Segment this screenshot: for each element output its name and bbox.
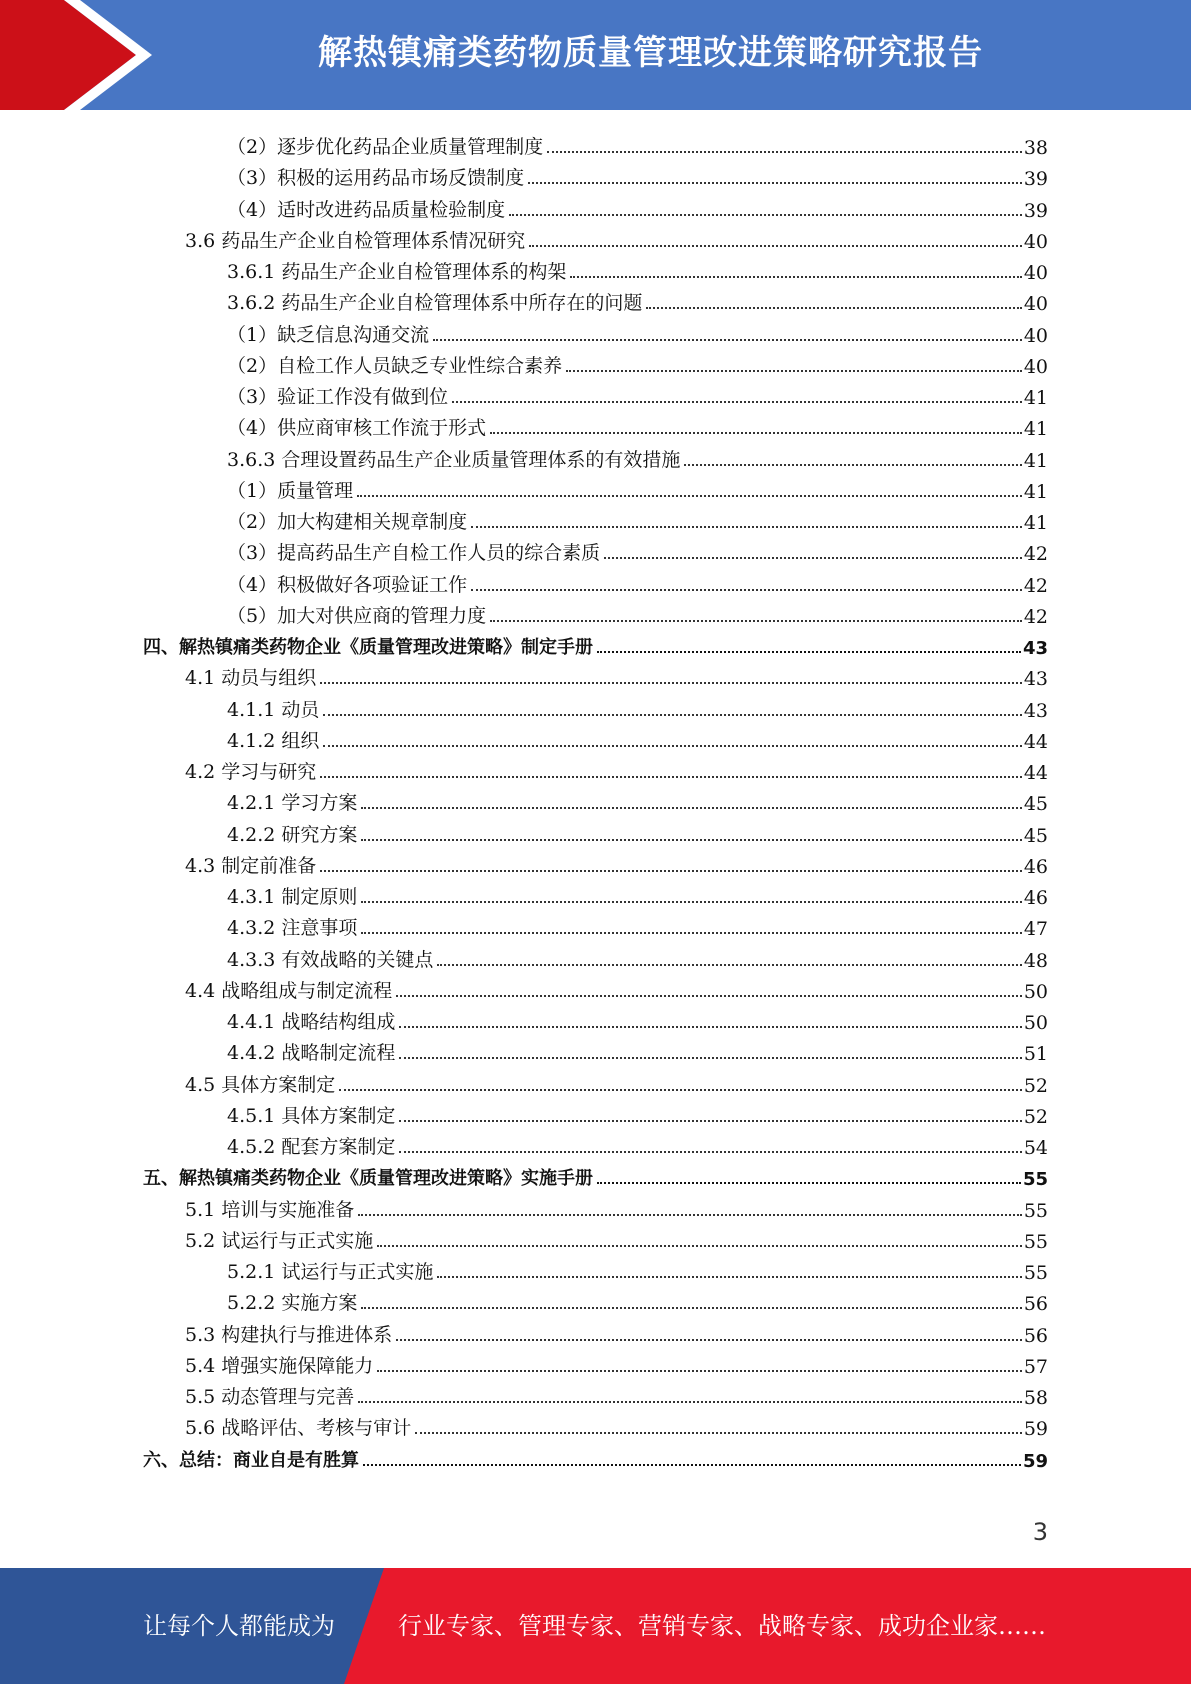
- toc-entry-label: 5.6 战略评估、考核与审计: [185, 1417, 412, 1440]
- toc-entry-label: 4.5 具体方案制定: [185, 1073, 336, 1096]
- toc-entry-page: 57: [1023, 1355, 1048, 1378]
- toc-leader-dots: [361, 932, 1021, 934]
- toc-leader-dots: [684, 464, 1021, 466]
- document-title: 解热镇痛类药物质量管理改进策略研究报告: [318, 33, 983, 73]
- toc-entry-label: 3.6.3 合理设置药品生产企业质量管理体系的有效措施: [227, 448, 681, 471]
- toc-entry-label: （3）验证工作没有做到位: [227, 386, 449, 408]
- toc-entry-label: （3）提高药品生产自检工作人员的综合素质: [227, 542, 601, 565]
- toc-entry-page: 38: [1023, 137, 1048, 159]
- toc-entry[interactable]: [227, 597, 1048, 628]
- toc-entry-label: 4.1.2 组织: [227, 729, 320, 752]
- toc-entry[interactable]: [227, 472, 1048, 503]
- toc-leader-dots: [399, 1120, 1021, 1122]
- toc-entry-label: 4.1 动员与组织: [185, 667, 317, 690]
- toc-leader-dots: [377, 1370, 1022, 1372]
- toc-entry[interactable]: [227, 503, 1048, 534]
- toc-entry-page: 45: [1023, 824, 1048, 847]
- toc-leader-dots: [490, 432, 1022, 434]
- toc-entry[interactable]: [227, 128, 1048, 159]
- toc-entry-label: 4.5.2 配套方案制定: [227, 1136, 396, 1158]
- toc-entry-page: 56: [1023, 1293, 1048, 1316]
- toc-entry-page: 50: [1023, 980, 1048, 1003]
- toc-entry[interactable]: [185, 1347, 1048, 1378]
- footer-slogan-left: 让每个人都能成为: [143, 1612, 335, 1640]
- toc-entry[interactable]: [227, 378, 1048, 409]
- toc-entry[interactable]: [227, 566, 1048, 597]
- toc-entry[interactable]: [227, 191, 1048, 222]
- toc-entry-page: 42: [1023, 605, 1048, 628]
- toc-entry-label: 4.4.2 战略制定流程: [227, 1042, 396, 1065]
- toc-entry[interactable]: [227, 784, 1048, 815]
- toc-entry[interactable]: [227, 284, 1048, 315]
- toc-entry-page: 55: [1023, 1199, 1048, 1222]
- toc-entry-page: 39: [1023, 168, 1048, 191]
- toc-entry[interactable]: [227, 253, 1048, 284]
- page-header: [0, 0, 1191, 110]
- toc-entry-page: 46: [1023, 887, 1048, 909]
- toc-leader-dots: [433, 339, 1022, 341]
- toc-entry-label: 5.1 培训与实施准备: [185, 1198, 355, 1221]
- toc-entry-page: 41: [1023, 480, 1048, 503]
- toc-entry-label: 5.2.2 实施方案: [227, 1292, 358, 1315]
- toc-entry-page: 46: [1023, 855, 1048, 878]
- toc-entry-label: （1）质量管理: [227, 479, 354, 502]
- toc-entry-page: 59: [1022, 1450, 1048, 1472]
- toc-entry-page: 48: [1023, 949, 1048, 972]
- toc-entry-page: 51: [1023, 1043, 1048, 1066]
- toc-entry-label: 5.2.1 试运行与正式实施: [227, 1261, 434, 1283]
- toc-entry-label: 3.6.2 药品生产企业自检管理体系中所存在的问题: [227, 292, 643, 315]
- toc-entry-page: 44: [1023, 730, 1048, 753]
- toc-entry[interactable]: [227, 1284, 1048, 1315]
- toc-entry-label: 4.3.1 制定原则: [227, 886, 358, 908]
- toc-leader-dots: [437, 1276, 1021, 1278]
- toc-entry-label: （4）适时改进药品质量检验制度: [227, 198, 506, 221]
- toc-leader-dots: [509, 214, 1022, 216]
- toc-leader-dots: [597, 651, 1021, 653]
- toc-entry-page: 43: [1022, 638, 1048, 659]
- toc-entry-page: 41: [1023, 449, 1048, 472]
- toc-entry-page: 43: [1023, 668, 1048, 691]
- toc-leader-dots: [323, 714, 1021, 716]
- toc-leader-dots: [490, 620, 1022, 622]
- toc-entry[interactable]: [185, 1222, 1048, 1253]
- toc-entry-label: （4）积极做好各项验证工作: [227, 573, 468, 596]
- toc-leader-dots: [566, 370, 1022, 372]
- toc-leader-dots: [399, 1057, 1021, 1059]
- toc-entry-label: 4.2.1 学习方案: [227, 792, 358, 815]
- page-footer: [0, 1568, 1191, 1684]
- toc-entry[interactable]: [227, 159, 1048, 190]
- toc-entry-label: 四、解热镇痛类药物企业《质量管理改进策略》制定手册: [143, 637, 593, 658]
- footer-slogan-right: 行业专家、管理专家、营销专家、战略专家、成功企业家……: [398, 1612, 1046, 1640]
- toc-entry-page: 41: [1023, 418, 1048, 441]
- toc-entry-page: 40: [1023, 293, 1048, 316]
- toc-entry-label: 5.3 构建执行与推进体系: [185, 1323, 393, 1346]
- toc-entry-page: 42: [1023, 574, 1048, 597]
- toc-entry-label: 五、解热镇痛类药物企业《质量管理改进策略》实施手册: [143, 1168, 593, 1190]
- toc-leader-dots: [361, 839, 1021, 841]
- toc-leader-dots: [396, 995, 1022, 997]
- page-number: 3: [1032, 1518, 1048, 1546]
- toc-leader-dots: [452, 401, 1022, 403]
- toc-leader-dots: [396, 1339, 1022, 1341]
- toc-leader-dots: [399, 1151, 1021, 1153]
- toc-entry[interactable]: [143, 1159, 1048, 1190]
- toc-leader-dots: [320, 776, 1022, 778]
- toc-leader-dots: [320, 870, 1022, 872]
- toc-leader-dots: [646, 307, 1021, 309]
- toc-leader-dots: [415, 1432, 1022, 1434]
- toc-entry-page: 50: [1023, 1012, 1048, 1034]
- toc-entry[interactable]: [227, 1097, 1048, 1128]
- toc-entry[interactable]: [227, 691, 1048, 722]
- toc-entry-label: 六、总结：商业自是有胜算: [143, 1449, 359, 1471]
- toc-leader-dots: [528, 182, 1022, 184]
- toc-entry-label: 4.4.1 战略结构组成: [227, 1011, 396, 1033]
- toc-entry-page: 55: [1022, 1169, 1048, 1191]
- toc-leader-dots: [358, 1401, 1022, 1403]
- toc-leader-dots: [320, 682, 1022, 684]
- toc-entry-page: 43: [1023, 699, 1048, 722]
- toc-entry-label: 4.2 学习与研究: [185, 761, 317, 783]
- toc-entry-label: 5.2 试运行与正式实施: [185, 1229, 374, 1252]
- toc-leader-dots: [323, 745, 1021, 747]
- toc-entry[interactable]: [227, 1253, 1048, 1284]
- toc-entry-page: 47: [1023, 918, 1048, 941]
- toc-entry[interactable]: [227, 722, 1048, 753]
- toc-leader-dots: [357, 495, 1022, 497]
- toc-entry-page: 52: [1023, 1074, 1048, 1097]
- toc-entry[interactable]: [143, 1441, 1048, 1472]
- toc-entry[interactable]: [227, 1034, 1048, 1065]
- toc-entry[interactable]: [227, 534, 1048, 565]
- toc-leader-dots: [471, 526, 1022, 528]
- toc-entry[interactable]: [185, 847, 1048, 878]
- toc-entry-page: 52: [1023, 1105, 1048, 1128]
- toc-leader-dots: [529, 245, 1022, 247]
- toc-entry-label: 4.3.2 注意事项: [227, 917, 358, 940]
- toc-entry[interactable]: [227, 441, 1048, 472]
- toc-entry-label: 4.2.2 研究方案: [227, 823, 358, 846]
- toc-entry-label: 4.3.3 有效战略的关键点: [227, 948, 434, 971]
- toc-leader-dots: [361, 807, 1021, 809]
- toc-entry-page: 44: [1023, 762, 1048, 784]
- toc-entry-label: 4.1.1 动员: [227, 698, 320, 721]
- toc-entry-label: （2）逐步优化药品企业质量管理制度: [227, 136, 544, 158]
- toc-entry-label: （1）缺乏信息沟通交流: [227, 323, 430, 346]
- toc-leader-dots: [604, 557, 1022, 559]
- toc-entry-page: 56: [1023, 1324, 1048, 1347]
- toc-entry-page: 40: [1023, 355, 1048, 378]
- toc-entry[interactable]: [185, 222, 1048, 253]
- toc-entry-label: 3.6.1 药品生产企业自检管理体系的构架: [227, 261, 567, 283]
- toc-entry-label: （4）供应商审核工作流于形式: [227, 417, 487, 440]
- toc-entry-label: 5.4 增强实施保障能力: [185, 1354, 374, 1377]
- toc-leader-dots: [361, 901, 1021, 903]
- toc-entry[interactable]: [227, 1128, 1048, 1159]
- toc-entry[interactable]: [227, 316, 1048, 347]
- toc-entry-page: 42: [1023, 543, 1048, 566]
- toc-entry-page: 55: [1023, 1262, 1048, 1284]
- toc-entry-page: 54: [1023, 1137, 1048, 1159]
- toc-entry-page: 41: [1023, 387, 1048, 409]
- toc-entry[interactable]: [185, 1191, 1048, 1222]
- toc-entry-label: （5）加大对供应商的管理力度: [227, 604, 487, 627]
- toc-leader-dots: [547, 151, 1022, 153]
- toc-entry[interactable]: [227, 816, 1048, 847]
- toc-entry[interactable]: [185, 1316, 1048, 1347]
- toc-entry[interactable]: [227, 909, 1048, 940]
- toc-entry[interactable]: [227, 1003, 1048, 1034]
- toc-leader-dots: [437, 964, 1021, 966]
- toc-entry[interactable]: [185, 1066, 1048, 1097]
- toc-entry-page: 41: [1023, 512, 1048, 534]
- toc-entry[interactable]: [185, 659, 1048, 690]
- toc-entry-page: 40: [1023, 324, 1048, 347]
- toc-entry[interactable]: [185, 1378, 1048, 1409]
- toc-leader-dots: [339, 1089, 1022, 1091]
- toc-entry-page: 58: [1023, 1387, 1048, 1409]
- toc-entry-label: 4.5.1 具体方案制定: [227, 1104, 396, 1127]
- toc-entry-page: 55: [1023, 1230, 1048, 1253]
- toc-entry-page: 59: [1023, 1418, 1048, 1441]
- toc-entry[interactable]: [143, 628, 1048, 659]
- toc-leader-dots: [361, 1307, 1021, 1309]
- toc-entry-label: 5.5 动态管理与完善: [185, 1386, 355, 1408]
- toc-entry-label: （2）自检工作人员缺乏专业性综合素养: [227, 354, 563, 377]
- toc-leader-dots: [597, 1182, 1021, 1184]
- toc-entry[interactable]: [227, 941, 1048, 972]
- toc-entry-label: 4.4 战略组成与制定流程: [185, 979, 393, 1002]
- toc-entry-label: （3）积极的运用药品市场反馈制度: [227, 167, 525, 190]
- toc-leader-dots: [358, 1214, 1022, 1216]
- toc-entry-label: 3.6 药品生产企业自检管理体系情况研究: [185, 229, 526, 252]
- toc-leader-dots: [570, 276, 1021, 278]
- toc-entry-page: 40: [1023, 230, 1048, 253]
- toc-entry-page: 45: [1023, 793, 1048, 816]
- toc-leader-dots: [377, 1245, 1022, 1247]
- toc-entry-label: （2）加大构建相关规章制度: [227, 511, 468, 533]
- toc-entry-page: 39: [1023, 199, 1048, 222]
- toc-entry-label: 4.3 制定前准备: [185, 854, 317, 877]
- toc-entry[interactable]: [185, 1409, 1048, 1440]
- toc-entry[interactable]: [227, 409, 1048, 440]
- toc-leader-dots: [471, 589, 1022, 591]
- toc-entry[interactable]: [185, 972, 1048, 1003]
- toc-entry[interactable]: [227, 347, 1048, 378]
- toc-entry[interactable]: [185, 753, 1048, 784]
- toc-leader-dots: [363, 1464, 1021, 1466]
- toc-entry-page: 40: [1023, 262, 1048, 284]
- toc-leader-dots: [399, 1026, 1021, 1028]
- toc-entry[interactable]: [227, 878, 1048, 909]
